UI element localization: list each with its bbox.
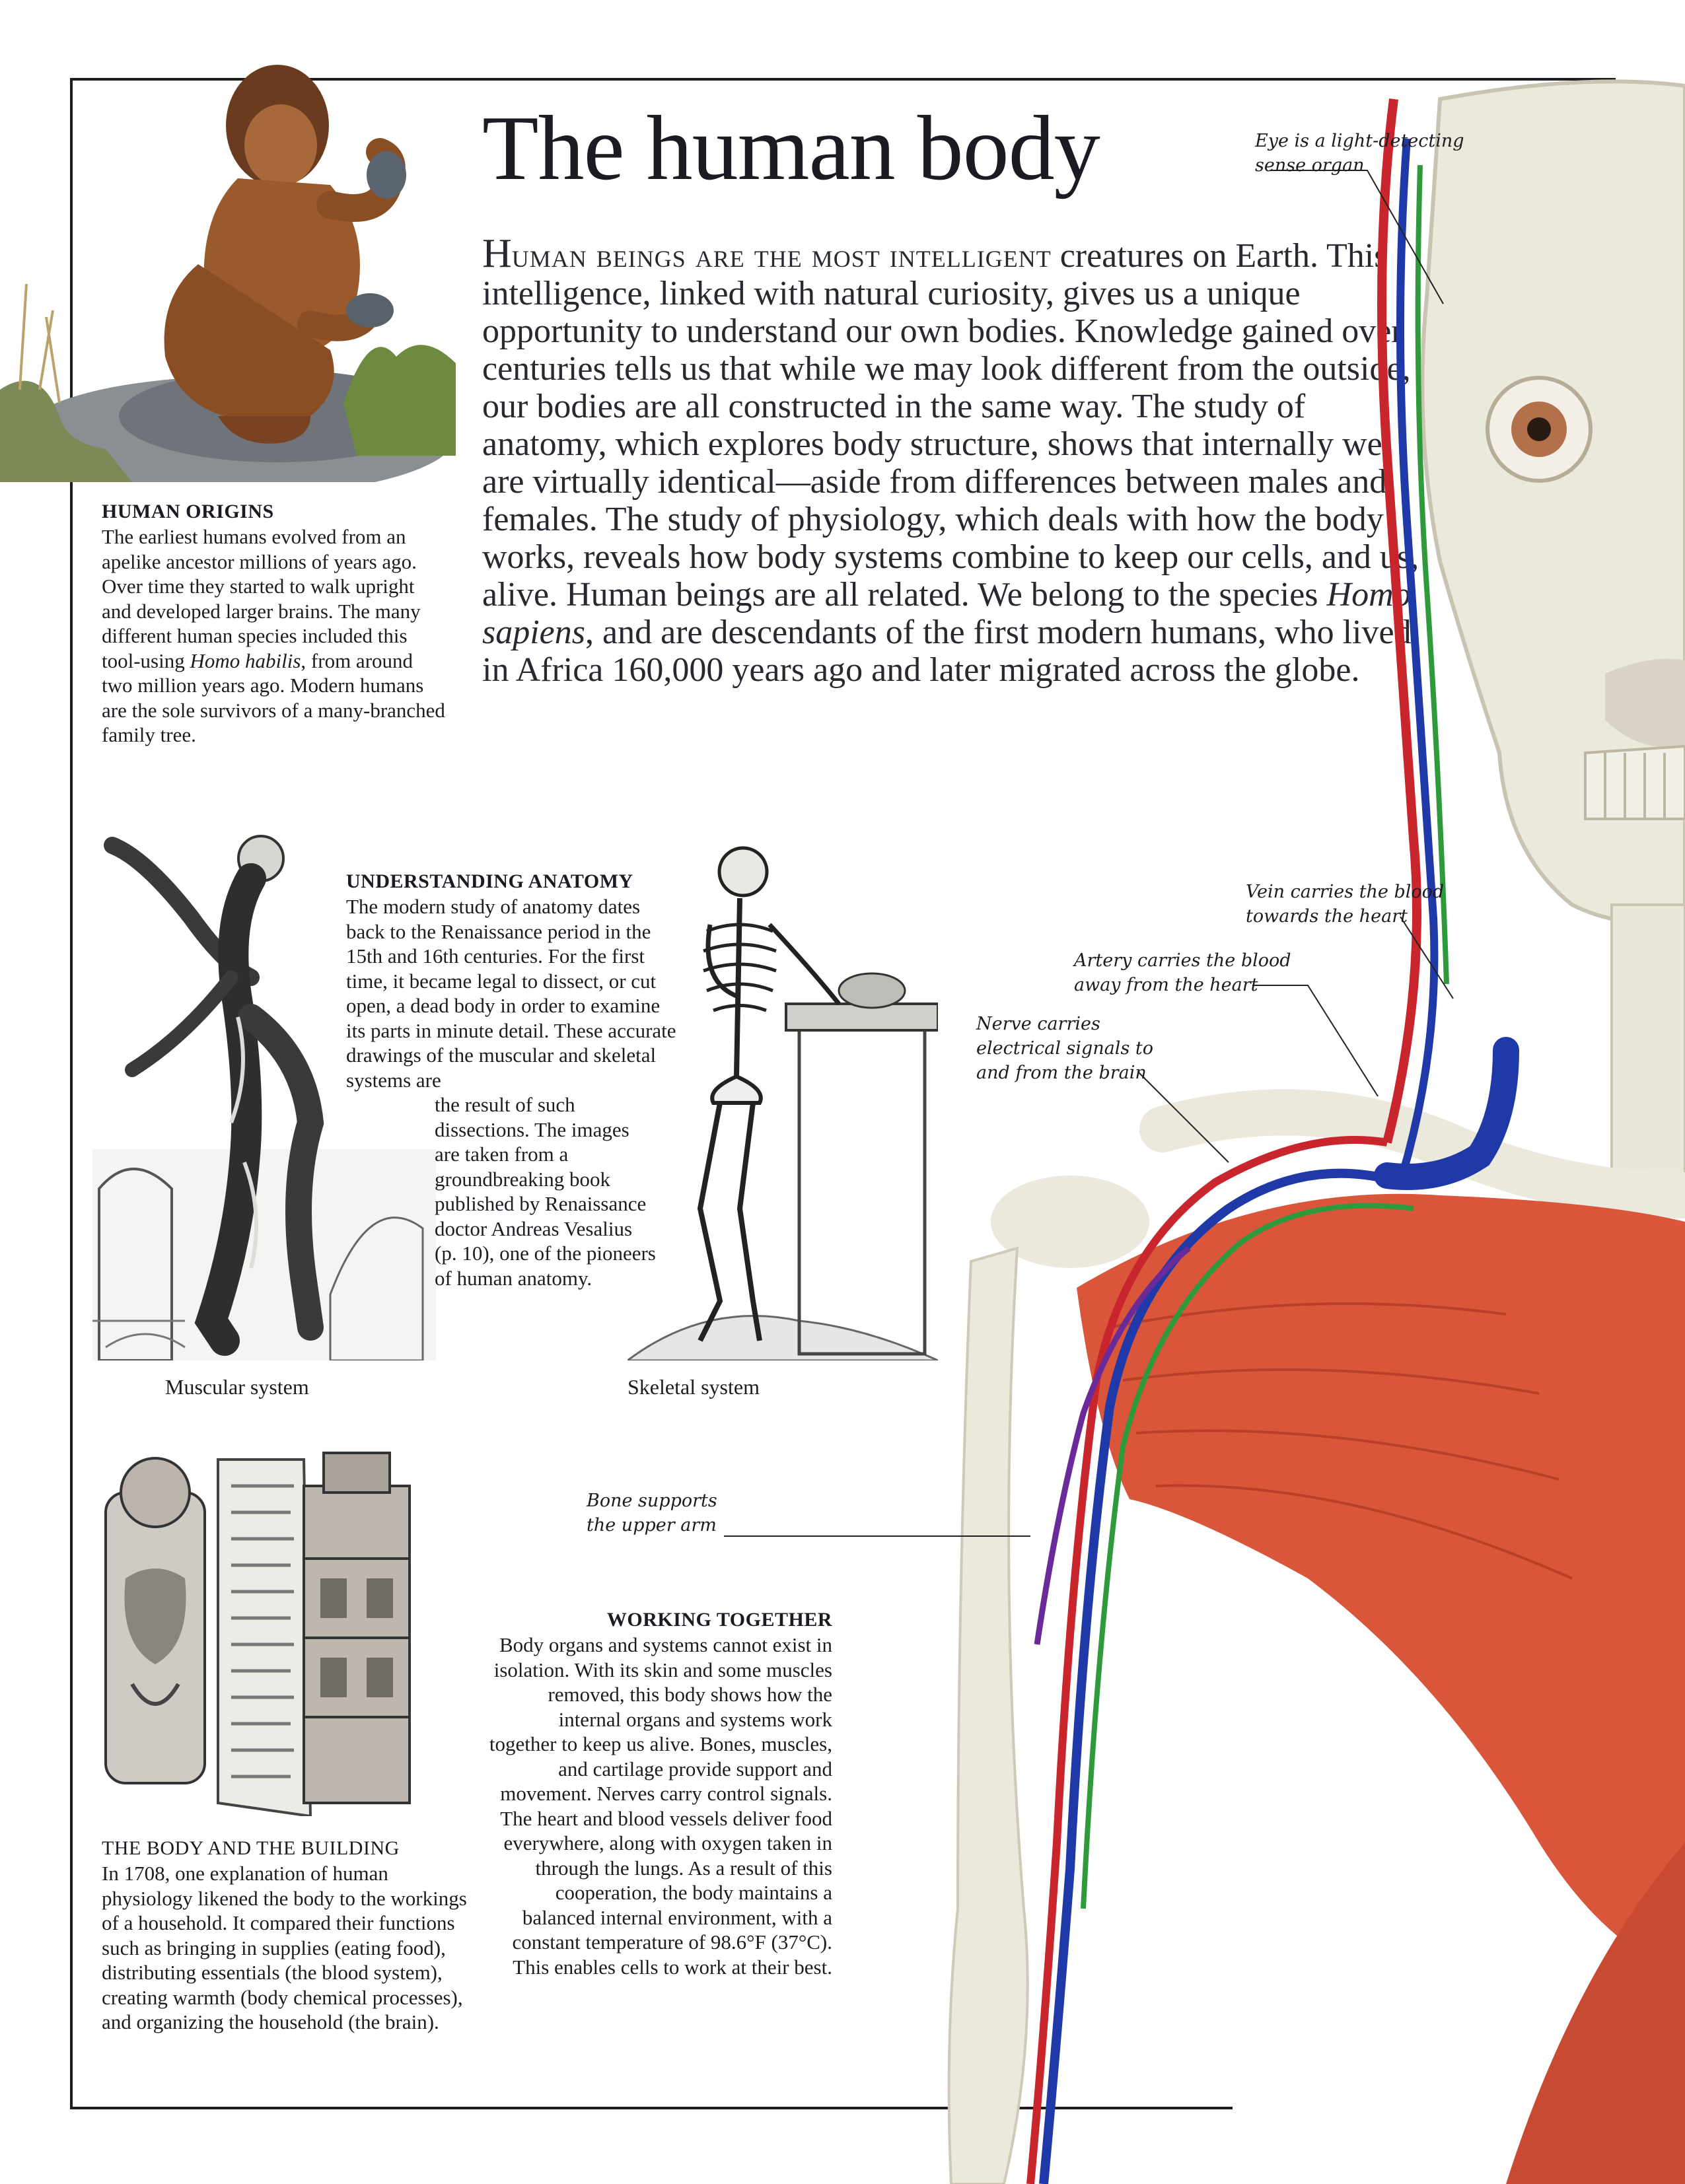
label-artery-line-1: Artery carries the blood (1074, 950, 1291, 971)
label-vein-line-1: Vein carries the blood (1246, 882, 1445, 902)
body-and-building-section (102, 1836, 472, 2035)
intro-text-part2: , and are descendants of the first modern humans, who lived in Africa 160,000 years ago and later migrated across the globe. (482, 614, 1412, 689)
body-household-engraving (92, 1446, 416, 1816)
human-origins-species: Homo habilis (190, 649, 301, 672)
homo-habilis-illustration (0, 46, 456, 482)
label-nerve-line-1: Nerve carries (976, 1014, 1100, 1034)
page-title: The human body (482, 97, 1100, 199)
anatomical-torso-illustration (845, 59, 1685, 2184)
working-together-heading: WORKING TOGETHER (606, 1609, 832, 1631)
label-bone (587, 1489, 717, 1537)
label-vein-line-2: towards the heart (1246, 906, 1408, 927)
human-origins-text-2: , from around two million years ago. Modern humans are the sole survivors of a many-branched family tree. (102, 649, 445, 746)
understanding-anatomy-heading: UNDERSTANDING ANATOMY (346, 870, 633, 892)
body-and-building-heading: THE BODY AND THE BUILDING (102, 1837, 400, 1859)
label-eye-line-1: Eye is a light-detecting (1255, 131, 1464, 151)
understanding-anatomy-text-top: The modern study of anatomy dates back to the Renaissance period in the 15th and 16th centuries. For the first time, it became legal to dissect, or cut open, a dead body in order to examine its parts in minute detail. These accurate drawings of the muscular and skeletal systems are (346, 895, 676, 1092)
understanding-anatomy-text-bottom: the result of such dissections. The images are taken from a groundbreaking book published by Renaissance doctor Andreas Vesalius (p. 10), one of the pioneers of human anatomy. (435, 1093, 656, 1290)
label-artery (1074, 948, 1291, 997)
label-artery-line-2: away from the heart (1074, 975, 1258, 995)
working-together-text: Body organs and systems cannot exist in isolation. With its skin and some muscles removed, this body shows how the internal organs and systems work together to keep us alive. Bones, muscles, and cartilage provide support and movement. Nerves carry control signals. The heart and blood vessels deliver food everywhere, along with oxygen taken in through the lungs. As a result of this cooperation, the body maintains a balanced internal environment, with a constant temperature of 98.6°F (37°C). This enables cells to work at their best. (489, 1633, 832, 1979)
label-eye-line-2: sense organ (1255, 155, 1365, 176)
caption-muscular: Muscular system (165, 1375, 309, 1399)
human-origins-text (102, 524, 445, 748)
caption-skeletal: Skeletal system (627, 1375, 760, 1399)
intro-smallcaps: uman beings are the most intelligent (511, 237, 1052, 275)
label-nerve-line-2: electrical signals to (976, 1038, 1153, 1059)
intro-species: Homo sapiens (482, 576, 1411, 651)
human-origins-section (102, 499, 445, 748)
label-bone-line-2: the upper arm (587, 1515, 717, 1535)
working-together-section (489, 1607, 832, 1979)
intro-text-part1: creatures on Earth. This intelligence, linked with natural curiosity, gives us a unique opportunity to understand our own bodies. Knowledge gained over centuries tells us that while we may look different from the outside, our bodies are all constructed in the same way. The study of anatomy, which explores body structure, shows that internally we are virtually identical—aside from differences between males and females. The study of physiology, which deals with how the body works, reveals how body systems combine to keep our cells, and us, alive. Human beings are all related. We belong to the species (482, 237, 1419, 614)
understanding-anatomy-section (346, 869, 676, 1290)
label-nerve (976, 1012, 1153, 1085)
human-origins-heading: HUMAN ORIGINS (102, 501, 274, 522)
label-vein (1246, 880, 1444, 929)
intro-lead-letter: H (482, 231, 512, 276)
body-and-building-text: In 1708, one explanation of human physiology likened the body to the workings of a household. It compared their functions such as bringing in supplies (eating food), distributing essentials (the blood system), creating warmth (body chemical processes), and organizing the household (the brain). (102, 1862, 467, 2033)
label-nerve-line-3: and from the brain (976, 1063, 1147, 1083)
label-bone-line-1: Bone supports (587, 1491, 717, 1511)
label-eye (1255, 129, 1464, 178)
human-origins-text-1: The earliest humans evolved from an apelike ancestor millions of years ago. Over time they started to walk upright and developed larger brains. The many different human species included this tool-using (102, 525, 421, 672)
